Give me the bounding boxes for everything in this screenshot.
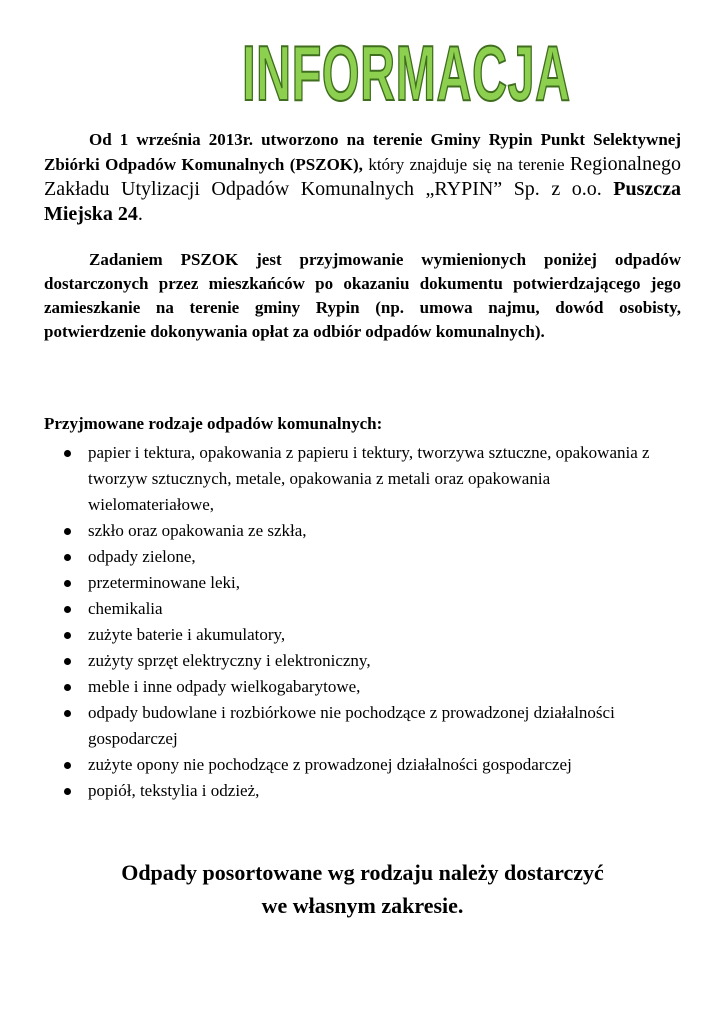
list-heading: Przyjmowane rodzaje odpadów komunalnych:: [44, 414, 383, 433]
bullet-icon: [64, 632, 71, 639]
bullet-icon: [64, 762, 71, 769]
footer-note: [0, 856, 725, 922]
list-item: papier i tektura, opakowania z papieru i tektury, tworzywa sztuczne, opakowania z tworzyw sztucznych, metale, opakowania z metali oraz opakowania wielomateriałowe,: [44, 440, 664, 518]
list-item: chemikalia: [44, 596, 664, 622]
intro-normal-text: który znajduje się na terenie: [362, 155, 570, 174]
waste-types-list: [44, 440, 664, 804]
list-item: zużyte opony nie pochodzące z prowadzonej działalności gospodarczej: [44, 752, 664, 778]
list-item: zużyte baterie i akumulatory,: [44, 622, 664, 648]
intro-paragraph: [44, 128, 681, 227]
list-item: popiół, tekstylia i odzież,: [44, 778, 664, 804]
list-item: szkło oraz opakowania ze szkła,: [44, 518, 664, 544]
bullet-icon: [64, 684, 71, 691]
list-item: odpady zielone,: [44, 544, 664, 570]
bullet-icon: [64, 450, 71, 457]
intro-period: .: [137, 203, 143, 225]
list-item: meble i inne odpady wielkogabarytowe,: [44, 674, 664, 700]
intro-bold-text: Od 1 września 2013r. utworzono na terenie Gminy Rypin Punkt Selektywnej Zbiórki Odpadów Komunalnych (PSZOK),: [44, 130, 681, 174]
bullet-icon: [64, 788, 71, 795]
bullet-icon: [64, 580, 71, 587]
title-container: [0, 29, 725, 117]
bullet-icon: [64, 528, 71, 535]
list-item: zużyty sprzęt elektryczny i elektroniczny,: [44, 648, 664, 674]
footer-line-2: we własnym zakresie.: [261, 893, 464, 918]
intro-company-text: Regionalnego Zakładu Utylizacji Odpadów Komunalnych „RYPIN” Sp. z o.o.: [44, 153, 681, 200]
intro-address-text: Puszcza Miejska 24: [44, 178, 681, 225]
list-item: odpady budowlane i rozbiórkowe nie pochodzące z prowadzonej działalności gospodarczej: [44, 700, 664, 752]
bullet-icon: [64, 658, 71, 665]
footer-line-1: Odpady posortowane wg rodzaju należy dostarczyć: [121, 860, 604, 885]
list-item: przeterminowane leki,: [44, 570, 664, 596]
purpose-paragraph: [44, 248, 681, 344]
bullet-icon: [64, 554, 71, 561]
purpose-text: Zadaniem PSZOK jest przyjmowanie wymienionych poniżej odpadów dostarczonych przez mieszkańców po okazaniu dokumentu potwierdzającego jego zamieszkanie na terenie gminy Rypin (np. umowa najmu, dowód osobisty, potwierdzenie dokonywania opłat za odbiór odpadów komunalnych).: [44, 250, 681, 341]
page-title: INFORMACJA: [241, 29, 571, 117]
bullet-icon: [64, 606, 71, 613]
bullet-icon: [64, 710, 71, 717]
